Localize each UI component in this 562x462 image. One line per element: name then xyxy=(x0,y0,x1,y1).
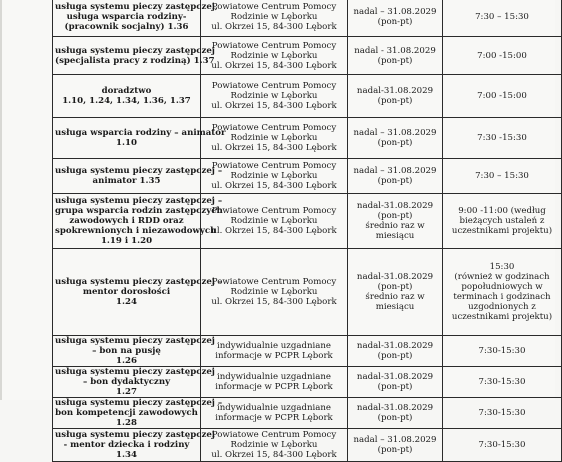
hours-cell-line: 7:30-15:30 xyxy=(478,377,526,387)
place-cell xyxy=(201,37,348,75)
hours-cell xyxy=(443,429,562,462)
period-cell-line: nadal – 31.08.2029 xyxy=(353,6,437,17)
service-cell xyxy=(53,249,223,336)
table-row xyxy=(53,75,562,118)
period-cell xyxy=(348,336,443,367)
table-row xyxy=(53,398,562,429)
service-cell-line: mentor dorosłości xyxy=(82,287,171,297)
place-cell xyxy=(201,194,348,249)
service-cell-line: usługa systemu pieczy zastępczej xyxy=(55,336,215,346)
period-cell-line: (pon-pt) xyxy=(377,55,413,66)
service-cell-line: usługa systemu pieczy zastępczej – xyxy=(55,277,223,287)
service-cell-line: - mentor dziecka i rodziny xyxy=(63,440,190,450)
hours-cell-line: 7:30-15:30 xyxy=(478,440,526,450)
service-cell-line: usługa systemu pieczy zastępczej xyxy=(55,430,215,440)
service-cell-line: (specjalista pracy z rodziną) 1.37 xyxy=(55,55,215,66)
hours-cell-line: (również w godzinach xyxy=(454,272,550,282)
period-cell xyxy=(348,75,443,118)
service-cell-line: usługa systemu pieczy zastępczej xyxy=(55,45,215,56)
place-cell-line: indywidualnie uzgadniane xyxy=(217,403,331,413)
service-cell-line: 1.19 i 1.20 xyxy=(100,236,153,246)
place-cell-line: Rodzinie w Lęborku xyxy=(230,91,318,101)
service-cell xyxy=(53,194,223,249)
place-cell-line: Rodzinie w Lęborku xyxy=(230,440,318,450)
place-cell-line: Powiatowe Centrum Pomocy xyxy=(211,277,337,287)
service-cell-line: usługa systemu pieczy zastępczej, xyxy=(55,1,218,12)
table-row xyxy=(53,118,562,159)
table-row xyxy=(53,429,562,462)
period-cell xyxy=(348,194,443,249)
service-cell xyxy=(53,398,223,429)
period-cell-line: nadal-31.08.2029 xyxy=(356,272,434,282)
hours-cell xyxy=(443,367,562,398)
place-cell-line: Powiatowe Centrum Pomocy xyxy=(211,161,337,171)
service-cell-line: doradztwo xyxy=(101,86,152,96)
service-cell-line: usługa wsparcia rodziny – animator xyxy=(55,128,226,138)
hours-cell-line: bieżących ustaleń z xyxy=(459,216,545,226)
service-cell-line: bon kompetencji zawodowych xyxy=(55,408,198,418)
place-cell xyxy=(201,159,348,194)
table-row xyxy=(53,0,562,37)
period-cell-line: (pon-pt) xyxy=(377,351,413,361)
hours-cell xyxy=(443,75,562,118)
period-cell-line: (pon-pt) xyxy=(377,138,413,148)
hours-cell xyxy=(443,398,562,429)
hours-cell xyxy=(443,336,562,367)
hours-cell-line: popołudniowych w xyxy=(461,282,543,292)
place-cell-line: ul. Okrzei 15, 84-300 Lębork xyxy=(211,101,337,111)
hours-cell-line: 7:30 – 15:30 xyxy=(475,171,529,181)
hours-cell xyxy=(443,159,562,194)
period-cell-line: (pon-pt) xyxy=(377,96,413,106)
period-cell-line: nadal - 31.08.2029 xyxy=(354,45,436,56)
period-cell-line: nadal – 31.08.2029 xyxy=(353,435,437,445)
service-cell xyxy=(53,118,226,159)
service-cell-line: spokrewnionych i niezawodowych xyxy=(55,226,217,236)
place-cell-line: indywidualnie uzgadniane xyxy=(217,341,331,351)
hours-cell-line: 7:30 – 15:30 xyxy=(475,11,529,22)
table-row xyxy=(53,159,562,194)
period-cell-line: (pon-pt) xyxy=(377,211,413,221)
period-cell-line: miesiącu xyxy=(375,231,415,241)
period-cell xyxy=(348,159,443,194)
period-cell xyxy=(348,118,443,159)
hours-cell-line: 9:00 -11:00 (według xyxy=(458,206,546,216)
service-cell-line: 1.28 xyxy=(116,418,137,428)
service-cell xyxy=(53,429,215,462)
period-cell-line: (pon-pt) xyxy=(377,282,413,292)
period-cell xyxy=(348,0,443,37)
period-cell-line: (pon-pt) xyxy=(377,445,413,455)
service-cell-line: usługa systemu pieczy zastępczej – xyxy=(55,196,223,206)
place-cell-line: informacje w PCPR Lębork xyxy=(215,413,333,423)
hours-cell-line: 7:00 -15:00 xyxy=(477,91,527,101)
service-cell-line: grupa wsparcia rodzin zastępczych xyxy=(55,206,223,216)
hours-cell-line: uczestnikami projektu) xyxy=(451,312,553,322)
place-cell-line: ul. Okrzei 15, 84-300 Lębork xyxy=(211,60,337,71)
table-row xyxy=(53,367,562,398)
hours-cell xyxy=(443,0,562,37)
period-cell-line: (pon-pt) xyxy=(377,176,413,186)
period-cell xyxy=(348,37,443,75)
service-cell-line: – bon dydaktyczny xyxy=(82,377,171,387)
place-cell-line: Powiatowe Centrum Pomocy xyxy=(211,40,337,51)
hours-cell-line: 7:30-15:30 xyxy=(478,346,526,356)
table-row xyxy=(53,37,562,75)
place-cell-line: Powiatowe Centrum Pomocy xyxy=(211,206,337,216)
hours-cell xyxy=(443,249,562,336)
place-cell-line: ul. Okrzei 15, 84-300 Lębork xyxy=(211,450,337,460)
period-cell-line: nadal – 31.08.2029 xyxy=(353,128,437,138)
place-cell-line: indywidualnie uzgadniane xyxy=(217,372,331,382)
period-cell xyxy=(348,367,443,398)
service-cell xyxy=(53,0,218,37)
place-cell xyxy=(201,429,348,462)
service-cell-line: 1.27 xyxy=(116,387,137,397)
service-cell-line: zawodowych i RDD oraz xyxy=(69,216,184,226)
place-cell-line: ul. Okrzei 15, 84-300 Lębork xyxy=(211,143,337,153)
hours-cell xyxy=(443,118,562,159)
place-cell-line: Rodzinie w Lęborku xyxy=(230,133,318,143)
place-cell xyxy=(201,249,348,336)
place-cell-line: informacje w PCPR Lębork xyxy=(215,351,333,361)
hours-cell-line: 7:30 -15:30 xyxy=(477,133,527,143)
service-cell-line: 1.34 xyxy=(116,450,137,460)
service-cell xyxy=(53,336,215,367)
table-row xyxy=(53,194,562,249)
place-cell-line: Rodzinie w Lęborku xyxy=(230,171,318,181)
service-cell-line: usługa wsparcia rodziny- xyxy=(66,11,187,22)
place-cell-line: Rodzinie w Lęborku xyxy=(230,287,318,297)
period-cell-line: średnio raz w xyxy=(365,292,425,302)
period-cell-line: nadal-31.08.2029 xyxy=(356,86,434,96)
place-cell-line: Rodzinie w Lęborku xyxy=(230,216,318,226)
place-cell xyxy=(201,75,348,118)
place-cell-line: Rodzinie w Lęborku xyxy=(230,50,318,61)
period-cell-line: średnio raz w xyxy=(365,221,425,231)
service-cell xyxy=(53,37,215,75)
place-cell-line: Powiatowe Centrum Pomocy xyxy=(211,81,337,91)
period-cell-line: nadal-31.08.2029 xyxy=(356,341,434,351)
place-cell-line: ul. Okrzei 15, 84-300 Lębork xyxy=(211,226,337,236)
place-cell-line: Powiatowe Centrum Pomocy xyxy=(211,1,337,12)
place-cell xyxy=(201,367,348,398)
schedule-table xyxy=(52,0,562,462)
place-cell xyxy=(201,336,348,367)
hours-cell-line: 7:30-15:30 xyxy=(478,408,526,418)
place-cell-line: ul. Okrzei 15, 84-300 Lębork xyxy=(211,181,337,191)
hours-cell-line: 15:30 xyxy=(489,262,515,272)
period-cell xyxy=(348,398,443,429)
table-row xyxy=(53,336,562,367)
service-cell-line: 1.26 xyxy=(116,356,137,366)
place-cell-line: ul. Okrzei 15, 84-300 Lębork xyxy=(211,21,337,32)
table-row xyxy=(53,249,562,336)
hours-cell-line: terminach i godzinach xyxy=(453,292,551,302)
place-cell-line: informacje w PCPR Lębork xyxy=(215,382,333,392)
service-cell xyxy=(53,75,201,118)
period-cell xyxy=(348,429,443,462)
service-cell-line: usługa systemu pieczy zastępczej xyxy=(55,367,215,377)
schedule-table-body xyxy=(53,0,562,462)
period-cell-line: nadal-31.08.2029 xyxy=(356,372,434,382)
place-cell-line: Powiatowe Centrum Pomocy xyxy=(211,430,337,440)
scan-edge xyxy=(0,0,2,400)
service-cell xyxy=(53,367,215,398)
period-cell-line: (pon-pt) xyxy=(377,413,413,423)
service-cell-line: – bon na pusję xyxy=(92,346,161,356)
period-cell-line: (pon-pt) xyxy=(377,16,413,27)
service-cell xyxy=(53,159,223,194)
hours-cell-line: uczestnikami projektu) xyxy=(451,226,553,236)
hours-cell-line: 7:00 -15:00 xyxy=(477,50,527,61)
period-cell xyxy=(348,249,443,336)
place-cell-line: Rodzinie w Lęborku xyxy=(230,11,318,22)
service-cell-line: usługa systemu pieczy zastępczej – xyxy=(55,398,223,408)
service-cell-line: animator 1.35 xyxy=(92,176,161,186)
service-cell-line: (pracownik socjalny) 1.36 xyxy=(64,21,189,32)
period-cell-line: nadal-31.08.2029 xyxy=(356,201,434,211)
place-cell-line: Powiatowe Centrum Pomocy xyxy=(211,123,337,133)
period-cell-line: (pon-pt) xyxy=(377,382,413,392)
place-cell xyxy=(201,398,348,429)
hours-cell xyxy=(443,37,562,75)
service-cell-line: 1.10, 1.24, 1.34, 1.36, 1.37 xyxy=(62,96,191,106)
service-cell-line: 1.24 xyxy=(116,297,137,307)
period-cell-line: miesiącu xyxy=(375,302,415,312)
period-cell-line: nadal – 31.08.2029 xyxy=(353,166,437,176)
place-cell-line: ul. Okrzei 15, 84-300 Lębork xyxy=(211,297,337,307)
service-cell-line: 1.10 xyxy=(116,138,137,148)
service-cell-line: usługa systemu pieczy zastępczej – xyxy=(55,166,223,176)
place-cell xyxy=(201,118,348,159)
hours-cell xyxy=(443,194,562,249)
period-cell-line: nadal-31.08.2029 xyxy=(356,403,434,413)
place-cell xyxy=(201,0,348,37)
hours-cell-line: uzgodnionych z xyxy=(468,302,536,312)
